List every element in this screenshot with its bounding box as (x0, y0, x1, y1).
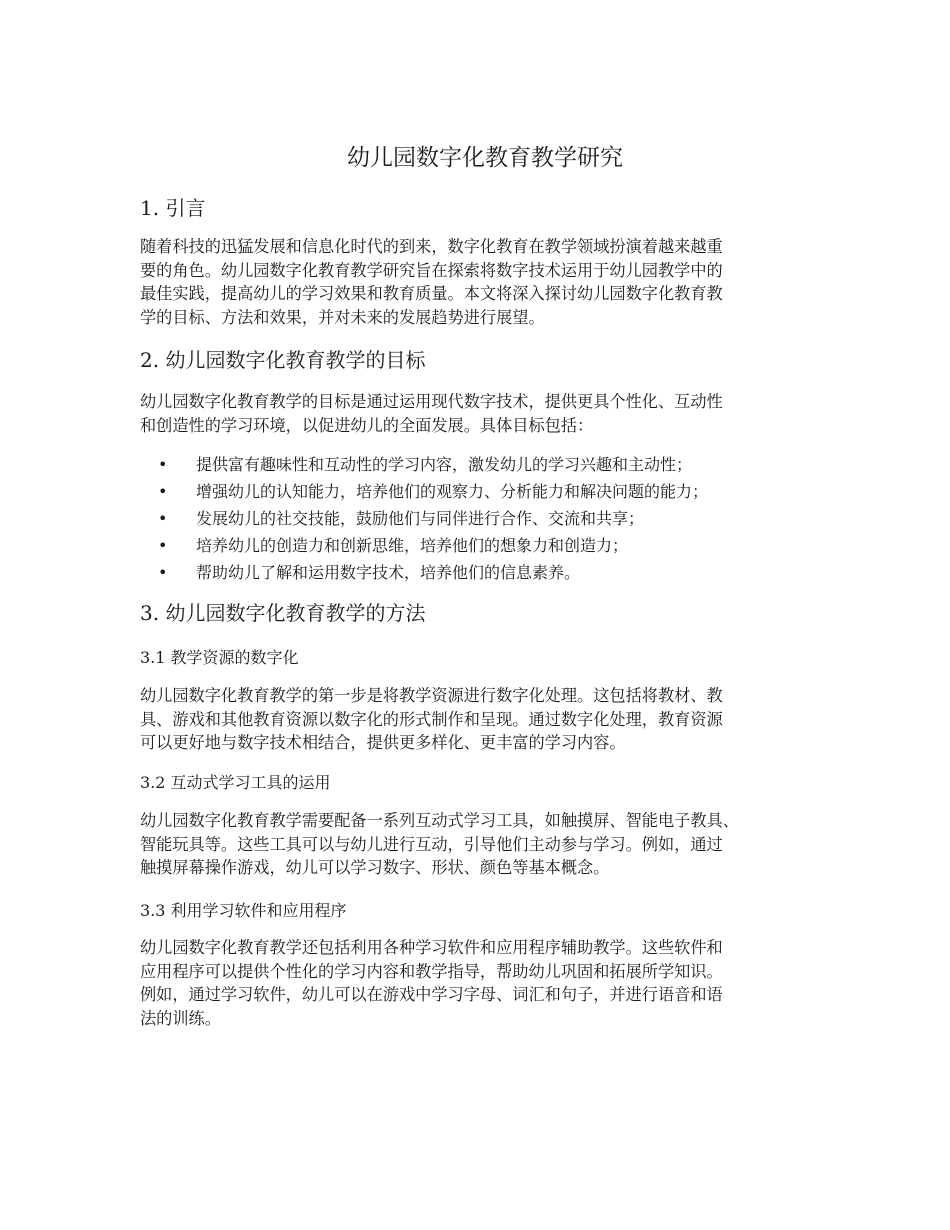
document-title: 幼儿园数字化教育教学研究 (347, 145, 623, 171)
paragraph-line: 智能玩具等。这些工具可以与幼儿进行互动，引导他们主动参与学习。例如，通过 (140, 834, 723, 854)
section-heading-goals: 2. 幼儿园数字化教育教学的目标 (140, 348, 426, 372)
list-item-text: 培养幼儿的创造力和创新思维，培养他们的想象力和创造力； (196, 536, 629, 555)
section-heading-methods: 3. 幼儿园数字化教育教学的方法 (140, 601, 426, 625)
list-item-text: 提供富有趣味性和互动性的学习内容，激发幼儿的学习兴趣和主动性； (196, 455, 693, 474)
subsection-heading-learning-software: 3.3 利用学习软件和应用程序 (140, 901, 347, 920)
list-item-text: 帮助幼儿了解和运用数字技术，培养他们的信息素养。 (196, 563, 581, 582)
list-item (140, 532, 830, 559)
paragraph-introduction (140, 235, 830, 329)
goals-bullet-list (140, 451, 830, 586)
list-item-text: 发展幼儿的社交技能，鼓励他们与同伴进行合作、交流和共享； (196, 509, 645, 528)
paragraph-interactive-tools (140, 809, 830, 880)
paragraph-digital-resources (140, 684, 830, 755)
paragraph-line: 触摸屏幕操作游戏，幼儿可以学习数字、形状、颜色等基本概念。 (140, 858, 610, 877)
paragraph-line: 幼儿园数字化教育教学的第一步是将教学资源进行数字化处理。这包括将教材、教 (140, 686, 723, 705)
list-item (140, 478, 830, 505)
paragraph-line: 可以更好地与数字技术相结合，提供更多样化、更丰富的学习内容。 (140, 733, 626, 752)
subsection-heading-interactive-tools: 3.2 互动式学习工具的运用 (140, 773, 331, 792)
paragraph-line: 幼儿园数字化教育教学还包括利用各种学习软件和应用程序辅助教学。这些软件和 (140, 938, 723, 957)
bullet-icon: • (158, 536, 168, 555)
paragraph-line: 要的角色。幼儿园数字化教育教学研究旨在探索将数字技术运用于幼儿园教学中的 (140, 260, 723, 280)
list-item (140, 559, 830, 586)
list-item (140, 451, 830, 478)
paragraph-line: 学的目标、方法和效果，并对未来的发展趋势进行展望。 (140, 307, 545, 327)
section-heading-introduction: 1. 引言 (140, 196, 206, 220)
paragraph-line: 和创造性的学习环境，以促进幼儿的全面发展。具体目标包括： (140, 415, 594, 435)
paragraph-line: 随着科技的迅猛发展和信息化时代的到来，数字化教育在教学领域扮演着越来越重 (140, 237, 723, 256)
paragraph-line: 例如，通过学习软件，幼儿可以在游戏中学习字母、词汇和句子，并进行语音和语 (140, 985, 723, 1004)
bullet-icon: • (158, 455, 168, 474)
bullet-icon: • (158, 509, 168, 528)
paragraph-line: 具、游戏和其他教育资源以数字化的形式制作和呈现。通过数字化处理，教育资源 (140, 709, 723, 729)
paragraph-line: 幼儿园数字化教育教学需要配备一系列互动式学习工具，如触摸屏、智能电子教具、 (140, 811, 739, 830)
paragraph-learning-software (140, 936, 830, 1030)
list-item (140, 505, 830, 532)
paragraph-line: 最佳实践，提高幼儿的学习效果和教育质量。本文将深入探讨幼儿园数字化教育教 (140, 284, 723, 303)
bullet-icon: • (158, 482, 168, 501)
list-item-text: 增强幼儿的认知能力，培养他们的观察力、分析能力和解决问题的能力； (196, 482, 709, 501)
bullet-icon: • (158, 563, 168, 582)
paragraph-line: 法的训练。 (140, 1008, 221, 1028)
paragraph-goals (140, 390, 830, 437)
subsection-heading-digital-resources: 3.1 教学资源的数字化 (140, 648, 299, 667)
paragraph-line: 幼儿园数字化教育教学的目标是通过运用现代数字技术，提供更具个性化、互动性 (140, 392, 723, 411)
paragraph-line: 应用程序可以提供个性化的学习内容和教学指导，帮助幼儿巩固和拓展所学知识。 (140, 961, 723, 981)
